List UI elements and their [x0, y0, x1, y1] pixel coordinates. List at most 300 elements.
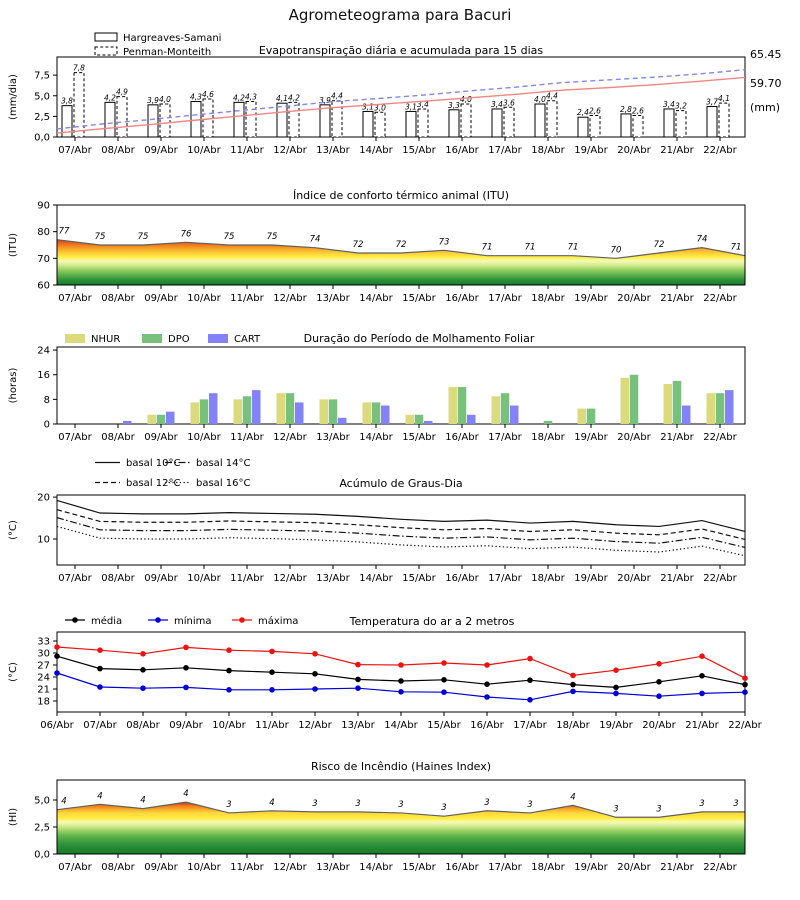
y-tick-label: 0,0: [34, 132, 50, 144]
x-tick-label: 09/Abr: [169, 720, 203, 731]
legend-swatch: [142, 334, 162, 343]
chart-fire-risk: [8, 760, 745, 873]
bar-penman: [676, 111, 686, 137]
legend-label: Penman-Monteith: [123, 47, 212, 58]
temperature-point: [140, 685, 146, 691]
bar-hargreaves: [449, 110, 459, 137]
bar-value-label: 3,9: [319, 95, 331, 105]
x-tick-label: 15/Abr: [427, 720, 461, 731]
x-tick-label: 19/Abr: [574, 432, 608, 443]
y-tick-label: 90: [37, 200, 50, 212]
bar-nhur: [449, 387, 458, 424]
chart-degree-days: [8, 458, 745, 584]
y-tick-label: 60: [37, 280, 50, 292]
bar-penman: [289, 102, 299, 137]
x-tick-label: 12/Abr: [273, 293, 307, 304]
bar-dpo: [415, 415, 424, 424]
bar-hargreaves: [707, 106, 717, 137]
y-axis-label: (ITU): [8, 232, 19, 258]
chart-air-temperature: [8, 615, 763, 731]
bar-value-label: 4,4: [331, 91, 343, 101]
bar-dpo: [630, 375, 639, 424]
y-axis-label: (mm/dia): [8, 74, 19, 120]
point-value-label: 75: [223, 232, 235, 242]
temperature-point: [699, 673, 705, 679]
x-tick-label: 20/Abr: [617, 862, 651, 873]
chart-evapotranspiration: [8, 33, 782, 156]
point-value-label: 70: [610, 245, 622, 256]
x-tick-label: 21/Abr: [685, 720, 719, 731]
x-tick-label: 17/Abr: [513, 720, 547, 731]
x-tick-label: 16/Abr: [445, 293, 479, 304]
bar-nhur: [492, 396, 501, 424]
bar-penman: [461, 104, 471, 137]
x-tick-label: 14/Abr: [359, 145, 393, 156]
bar-value-label: 4,2: [104, 93, 116, 103]
bar-hargreaves: [492, 109, 502, 137]
bar-value-label: 3,4: [417, 99, 429, 109]
y-tick-label: 2,5: [34, 111, 50, 123]
bar-dpo: [329, 399, 338, 424]
bar-nhur: [406, 415, 415, 424]
bar-cart: [295, 402, 304, 424]
temperature-point: [742, 682, 748, 688]
x-tick-label: 20/Abr: [617, 145, 651, 156]
x-tick-label: 13/Abr: [316, 145, 350, 156]
temperature-point: [54, 644, 60, 650]
legend-label: máxima: [258, 616, 299, 627]
temperature-point: [226, 647, 232, 653]
point-value-label: 3: [312, 798, 318, 809]
x-tick-label: 14/Abr: [384, 720, 418, 731]
bar-value-label: 4,1: [276, 94, 288, 104]
x-tick-label: 22/Abr: [703, 293, 737, 304]
temperature-point: [269, 687, 275, 693]
bar-value-label: 7,8: [73, 63, 85, 73]
bar-dpo: [372, 402, 381, 424]
point-value-label: 3: [613, 804, 619, 815]
y-tick-label: 33: [37, 636, 50, 648]
bar-nhur: [148, 415, 157, 424]
x-tick-label: 18/Abr: [531, 862, 565, 873]
x-tick-label: 14/Abr: [359, 432, 393, 443]
x-tick-label: 22/Abr: [703, 432, 737, 443]
temperature-point: [570, 673, 576, 679]
point-value-label: 71: [481, 242, 493, 253]
point-value-label: 75: [266, 232, 278, 242]
bar-cart: [209, 393, 218, 424]
bar-value-label: 3,3: [448, 100, 460, 110]
x-tick-label: 11/Abr: [255, 720, 289, 731]
y-tick-label: 0: [43, 419, 50, 431]
x-tick-label: 13/Abr: [341, 720, 375, 731]
x-tick-label: 22/Abr: [703, 573, 737, 584]
x-tick-label: 08/Abr: [101, 145, 135, 156]
temperature-point: [355, 662, 361, 668]
x-tick-label: 17/Abr: [488, 573, 522, 584]
point-value-label: 4: [183, 789, 189, 800]
bar-cart: [166, 412, 175, 424]
bar-value-label: 3,6: [503, 98, 515, 108]
temperature-point: [527, 677, 533, 683]
bar-nhur: [277, 393, 286, 424]
point-value-label: 72: [352, 240, 364, 250]
bar-value-label: 4,2: [288, 93, 300, 103]
degree-day-line: [57, 500, 745, 531]
x-tick-label: 19/Abr: [574, 862, 608, 873]
bar-value-label: 3,4: [491, 99, 503, 109]
legend-swatch-penman: [95, 47, 117, 55]
x-tick-label: 09/Abr: [144, 432, 178, 443]
x-tick-label: 17/Abr: [488, 432, 522, 443]
bar-penman: [418, 109, 428, 137]
bar-value-label: 2,6: [632, 106, 644, 116]
bar-cart: [725, 390, 734, 424]
x-tick-label: 15/Abr: [402, 293, 436, 304]
x-tick-label: 12/Abr: [273, 432, 307, 443]
x-tick-label: 11/Abr: [230, 293, 264, 304]
y-axis-label: (horas): [8, 367, 19, 404]
axes-frame: [57, 347, 745, 424]
y-tick-label: 8: [43, 394, 50, 406]
x-tick-label: 20/Abr: [617, 573, 651, 584]
bar-value-label: 4,0: [534, 95, 546, 105]
bar-hargreaves: [621, 114, 631, 137]
y-tick-label: 0,0: [34, 849, 50, 861]
x-tick-label: 20/Abr: [617, 432, 651, 443]
temperature-point: [398, 662, 404, 668]
bar-value-label: 4,6: [202, 90, 214, 100]
bar-hargreaves: [664, 109, 674, 137]
x-tick-label: 07/Abr: [58, 145, 92, 156]
bar-cart: [338, 418, 347, 424]
x-tick-label: 19/Abr: [574, 573, 608, 584]
x-tick-label: 09/Abr: [144, 293, 178, 304]
x-tick-label: 09/Abr: [144, 862, 178, 873]
bar-value-label: 4,2: [233, 93, 245, 103]
x-tick-label: 10/Abr: [187, 573, 221, 584]
chart-leaf-wetness: [8, 332, 745, 443]
point-value-label: 3: [484, 797, 490, 808]
temperature-point: [183, 685, 189, 691]
temperature-point: [54, 670, 60, 676]
temperature-point: [398, 678, 404, 684]
x-tick-label: 21/Abr: [660, 432, 694, 443]
temperature-point: [226, 687, 232, 693]
bar-nhur: [363, 402, 372, 424]
bar-hargreaves: [363, 111, 373, 137]
bar-dpo: [157, 415, 166, 424]
y-tick-label: 70: [37, 253, 50, 265]
x-tick-label: 21/Abr: [660, 293, 694, 304]
x-tick-label: 18/Abr: [531, 293, 565, 304]
legend-label: CART: [234, 334, 261, 345]
bar-penman: [590, 116, 600, 137]
bar-dpo: [673, 381, 682, 424]
temperature-point: [742, 689, 748, 695]
x-tick-label: 15/Abr: [402, 145, 436, 156]
x-tick-label: 18/Abr: [531, 432, 565, 443]
y-axis-label: (HI): [8, 807, 19, 827]
x-tick-label: 11/Abr: [230, 862, 264, 873]
x-tick-label: 10/Abr: [212, 720, 246, 731]
x-tick-label: 07/Abr: [83, 720, 117, 731]
bar-cart: [467, 415, 476, 424]
temperature-point: [97, 647, 103, 653]
y-tick-label: 7,5: [34, 70, 50, 82]
x-tick-label: 11/Abr: [230, 145, 264, 156]
bar-penman: [633, 116, 643, 137]
temperature-point: [398, 689, 404, 695]
x-tick-label: 07/Abr: [58, 862, 92, 873]
point-value-label: 75: [137, 232, 149, 242]
bar-value-label: 4,0: [460, 95, 472, 105]
x-tick-label: 18/Abr: [556, 720, 590, 731]
temperature-point: [699, 653, 705, 659]
bar-hargreaves: [406, 111, 416, 137]
x-tick-label: 16/Abr: [445, 432, 479, 443]
bar-penman: [504, 107, 514, 137]
bar-penman: [117, 97, 127, 137]
y-tick-label: 24: [37, 345, 50, 357]
x-tick-label: 16/Abr: [445, 573, 479, 584]
y-tick-label: 21: [37, 684, 50, 696]
point-value-label: 3: [441, 803, 447, 814]
temperature-point: [355, 677, 361, 683]
x-tick-label: 08/Abr: [101, 432, 135, 443]
bar-value-label: 3,1: [405, 102, 417, 112]
bar-nhur: [621, 378, 630, 424]
x-tick-label: 10/Abr: [187, 862, 221, 873]
point-value-label: 74: [696, 234, 708, 245]
temperature-point: [656, 661, 662, 667]
accumulated-unit-label: (mm): [750, 101, 781, 114]
x-tick-label: 11/Abr: [230, 573, 264, 584]
y-axis-label: (°C): [8, 662, 19, 682]
x-tick-label: 14/Abr: [359, 573, 393, 584]
x-tick-label: 10/Abr: [187, 293, 221, 304]
bar-nhur: [234, 399, 243, 424]
legend-swatch: [208, 334, 228, 343]
x-tick-label: 16/Abr: [445, 145, 479, 156]
bar-cart: [123, 421, 132, 424]
point-value-label: 4: [570, 792, 576, 803]
y-tick-label: 10: [37, 534, 50, 546]
bar-penman: [160, 104, 170, 137]
temperature-point: [527, 656, 533, 662]
bar-value-label: 3,9: [147, 95, 159, 105]
point-value-label: 71: [567, 242, 579, 253]
bar-value-label: 2,4: [577, 108, 589, 118]
bar-value-label: 4,0: [159, 95, 171, 105]
bar-cart: [424, 421, 433, 424]
point-value-label: 4: [269, 797, 275, 808]
x-tick-label: 15/Abr: [402, 862, 436, 873]
bar-penman: [719, 103, 729, 137]
bar-dpo: [587, 409, 596, 424]
point-value-label: 3: [355, 798, 361, 809]
chart-title: Duração do Período de Molhamento Foliar: [303, 332, 535, 345]
legend-label: média: [91, 616, 123, 627]
temperature-point: [269, 649, 275, 655]
x-tick-label: 20/Abr: [642, 720, 676, 731]
bar-dpo: [200, 399, 209, 424]
legend-marker: [72, 617, 78, 623]
point-value-label: 76: [180, 229, 192, 240]
legend-marker: [155, 617, 161, 623]
legend-label: Hargreaves-Samani: [123, 33, 222, 44]
x-tick-label: 08/Abr: [101, 293, 135, 304]
temperature-point: [97, 666, 103, 672]
temperature-point: [97, 684, 103, 690]
x-tick-label: 18/Abr: [531, 145, 565, 156]
bar-hargreaves: [105, 102, 115, 137]
x-tick-label: 13/Abr: [316, 293, 350, 304]
point-value-label: 77: [58, 226, 70, 237]
x-tick-label: 10/Abr: [187, 145, 221, 156]
temperature-line: [57, 673, 745, 700]
bar-nhur: [578, 409, 587, 424]
temperature-point: [613, 667, 619, 673]
y-tick-label: 16: [37, 370, 50, 382]
temperature-point: [441, 689, 447, 695]
x-tick-label: 07/Abr: [58, 293, 92, 304]
temperature-point: [183, 665, 189, 671]
x-tick-label: 09/Abr: [144, 145, 178, 156]
bar-dpo: [286, 393, 295, 424]
point-value-label: 3: [733, 798, 739, 809]
y-tick-label: 27: [37, 660, 50, 672]
bar-hargreaves: [277, 103, 287, 137]
y-tick-label: 24: [37, 672, 50, 684]
bar-dpo: [458, 387, 467, 424]
bar-cart: [510, 406, 519, 424]
bar-cart: [252, 390, 261, 424]
bar-hargreaves: [578, 117, 588, 137]
chart-title: Temperatura do ar a 2 metros: [349, 615, 515, 628]
chart-title: Evapotranspiração diária e acumulada para 15 dias: [258, 44, 544, 57]
point-value-label: 72: [395, 240, 407, 250]
accumulated-hargreaves-total: 59.70: [750, 77, 782, 90]
legend-marker: [239, 617, 245, 623]
x-tick-label: 08/Abr: [101, 573, 135, 584]
y-tick-label: 5,0: [34, 795, 50, 807]
x-tick-label: 18/Abr: [531, 573, 565, 584]
x-tick-label: 21/Abr: [660, 862, 694, 873]
bar-dpo: [716, 393, 725, 424]
temperature-point: [570, 682, 576, 688]
x-tick-label: 06/Abr: [40, 720, 74, 731]
temperature-point: [312, 671, 318, 677]
point-value-label: 74: [309, 234, 321, 245]
bar-dpo: [501, 393, 510, 424]
bar-value-label: 2,8: [620, 104, 632, 114]
accumulated-penman-total: 65.45: [750, 48, 782, 61]
temperature-point: [140, 651, 146, 657]
x-tick-label: 12/Abr: [273, 573, 307, 584]
x-tick-label: 07/Abr: [58, 573, 92, 584]
bar-nhur: [191, 402, 200, 424]
y-tick-label: 80: [37, 227, 50, 239]
bar-cart: [381, 406, 390, 424]
legend-swatch: [65, 334, 85, 343]
y-tick-label: 18: [37, 696, 50, 708]
x-tick-label: 13/Abr: [316, 573, 350, 584]
bar-penman: [332, 101, 342, 137]
x-tick-label: 22/Abr: [703, 145, 737, 156]
bar-value-label: 3,1: [362, 102, 374, 112]
x-tick-label: 22/Abr: [728, 720, 762, 731]
x-tick-label: 07/Abr: [58, 432, 92, 443]
legend-label: basal 10°C: [126, 458, 181, 469]
x-tick-label: 10/Abr: [187, 432, 221, 443]
bar-hargreaves: [320, 105, 330, 137]
temperature-point: [484, 694, 490, 700]
x-tick-label: 08/Abr: [101, 862, 135, 873]
x-tick-label: 22/Abr: [703, 862, 737, 873]
temperature-point: [54, 653, 60, 659]
x-tick-label: 15/Abr: [402, 432, 436, 443]
temperature-point: [699, 691, 705, 697]
temperature-point: [527, 697, 533, 703]
point-value-label: 3: [699, 798, 705, 809]
point-value-label: 4: [61, 796, 67, 807]
bar-value-label: 4,3: [190, 92, 202, 102]
chart-title: Índice de conforto térmico animal (ITU): [292, 189, 510, 202]
main-title: Agrometeograma para Bacuri: [288, 6, 512, 24]
legend-label: NHUR: [91, 334, 121, 345]
chart-title: Acúmulo de Graus-Dia: [339, 477, 463, 490]
bar-penman: [547, 101, 557, 137]
axes-frame: [57, 632, 745, 712]
temperature-point: [570, 689, 576, 695]
bar-value-label: 4,9: [116, 87, 128, 97]
bar-value-label: 2,6: [589, 106, 601, 116]
y-tick-label: 5,0: [34, 91, 50, 103]
point-value-label: 72: [653, 240, 665, 250]
temperature-point: [140, 667, 146, 673]
bar-value-label: 4,4: [546, 91, 558, 101]
point-value-label: 3: [398, 799, 404, 810]
temperature-point: [226, 668, 232, 674]
bar-value-label: 4,1: [718, 94, 730, 104]
bar-nhur: [707, 393, 716, 424]
temperature-point: [742, 675, 748, 681]
temperature-point: [269, 669, 275, 675]
point-value-label: 75: [94, 232, 106, 242]
bar-cart: [682, 406, 691, 424]
legend-label: DPO: [168, 334, 190, 345]
bar-dpo: [243, 396, 252, 424]
bar-value-label: 3,8: [61, 96, 73, 106]
x-tick-label: 21/Abr: [660, 145, 694, 156]
x-tick-label: 11/Abr: [230, 432, 264, 443]
x-tick-label: 19/Abr: [574, 145, 608, 156]
bar-penman: [375, 112, 385, 137]
bar-hargreaves: [234, 102, 244, 137]
legend-label: mínima: [174, 616, 212, 627]
legend-label: basal 16°C: [196, 478, 251, 489]
temperature-point: [312, 651, 318, 657]
legend-swatch-hargreaves: [95, 33, 117, 41]
chart-title: Risco de Incêndio (Haines Index): [310, 760, 492, 773]
bar-nhur: [664, 384, 673, 424]
bar-value-label: 3,0: [374, 103, 386, 113]
x-tick-label: 12/Abr: [273, 145, 307, 156]
x-tick-label: 14/Abr: [359, 862, 393, 873]
temperature-point: [484, 681, 490, 687]
bar-nhur: [320, 399, 329, 424]
